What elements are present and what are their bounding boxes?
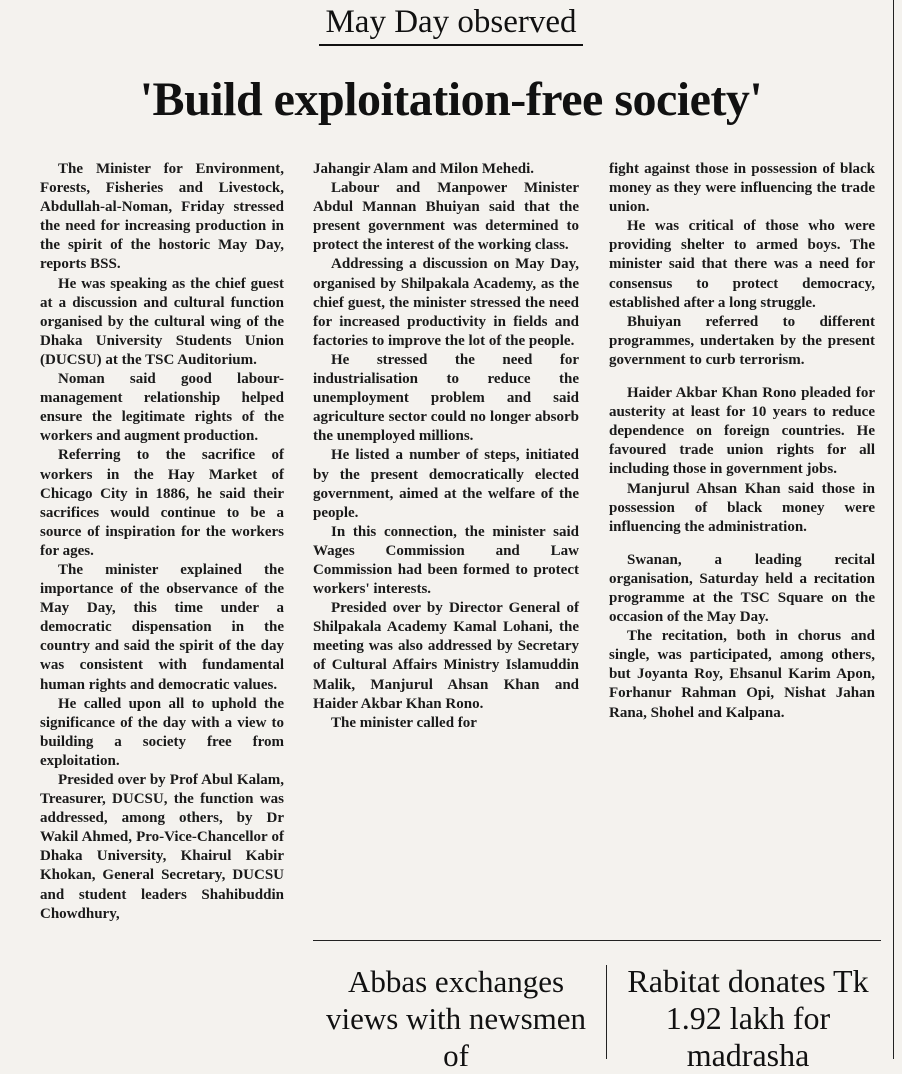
paragraph: Presided over by Director General of Shilpakala Academy Kamal Lohani, the meeting was also addressed by Secretary of Cultural Affairs Ministry Islamuddin Malik, Manjurul Ahsan Khan and Haider Akbar Khan Rono.	[313, 600, 579, 712]
paragraph: The minister called for	[331, 714, 477, 731]
paragraph: Noman said good labour-management relationship helped ensure the legitimate rights of the workers and augment production.	[40, 371, 284, 445]
page-edge-rule	[893, 0, 894, 1059]
kicker	[0, 2, 902, 46]
paragraph: Addressing a discussion on May Day, organised by Shilpakala Academy, as the chief guest, the minister stressed the need for increased productivity in fields and factories to improve the lot of the people.	[313, 256, 579, 349]
paragraph: Labour and Manpower Minister Abdul Mannan Bhuiyan said that the present government was determined to protect the interest of the working class.	[313, 180, 579, 254]
article-column-3	[609, 160, 875, 723]
paragraph: He was speaking as the chief guest at a discussion and cultural function organised by the cultural wing of the Dhaka University Students Union (DUCSU) at the TSC Auditorium.	[40, 275, 284, 368]
section-divider	[313, 940, 881, 941]
paragraph: Presided over by Prof Abul Kalam, Treasurer, DUCSU, the function was addressed, among others, by Dr Wakil Ahmed, Pro-Vice-Chancellor of Dhaka University, Khairul Kabir Khokan, General Secretary, DUCSU and student leaders Shahibuddin Chowdhury,	[40, 772, 284, 922]
headline: 'Build exploitation-free society'	[139, 73, 763, 126]
paragraph: Haider Akbar Khan Rono pleaded for austerity at least for 10 years to reduce dependence on foreign countries. He favoured trade union rights for all including those in government jobs.	[609, 385, 875, 478]
story-headline-rabitat: Rabitat donates Tk 1.92 lakh for madrasha	[627, 963, 869, 1073]
article-column-2	[313, 160, 579, 733]
paragraph: He called upon all to uphold the significance of the day with a view to building a society free from exploitation.	[40, 695, 284, 769]
story-headline-abbas: Abbas exchanges views with newsmen of	[325, 964, 587, 1073]
paragraph: He listed a number of steps, initiated by the present democratically elected government, aimed at the welfare of the people.	[313, 447, 579, 521]
paragraph: fight against those in possession of black money as they were influencing the trade union.	[609, 161, 875, 216]
paragraph: Manjurul Ahsan Khan said those in possession of black money were influencing the administration.	[609, 480, 875, 535]
kicker-text: May Day observed	[319, 2, 582, 46]
paragraph: Referring to the sacrifice of workers in the Hay Market of Chicago City in 1886, he said their sacrifices would continue to be a source of inspiration for the workers for ages.	[40, 447, 284, 559]
article-column-1	[40, 160, 284, 924]
paragraph: He stressed the need for industrialisation to reduce the unemployment problem and said agriculture sector could no longer absorb the unemployed millions.	[313, 351, 579, 445]
paragraph: Jahangir Alam and Milon Mehedi.	[313, 161, 535, 177]
paragraph: The Minister for Environment, Forests, Fisheries and Livestock, Abdullah-al-Noman, Friday stressed the need for increasing production in the spirit of the hostoric May Day, reports BSS.	[40, 161, 284, 273]
paragraph: The minister explained the importance of the observance of the May Day, this time under a democratic dispensation in the country and said the spirit of the day was consistent with fundamental human rights and democratic values.	[40, 561, 284, 693]
paragraph: In this connection, the minister said Wages Commission and Law Commission had been formed to protect workers' interests.	[313, 523, 579, 598]
paragraph: Swanan, a leading recital organisation, Saturday held a recitation programme at the TSC Square on the occasion of the May Day.	[609, 551, 875, 626]
paragraph: The recitation, both in chorus and single, was participated, among others, but Joyanta Roy, Ehsanul Karim Apon, Forhanur Rahman Opi, Nishat Jahan Rana, Shohel and Kalpana.	[609, 628, 875, 721]
column-divider	[606, 965, 607, 1059]
paragraph: He was critical of those who were providing shelter to armed boys. The minister said that there was a need for consensus to protect democracy, established after a long struggle.	[609, 218, 875, 311]
paragraph: Bhuiyan referred to different programmes, undertaken by the present government to curb terrorism.	[609, 313, 875, 368]
